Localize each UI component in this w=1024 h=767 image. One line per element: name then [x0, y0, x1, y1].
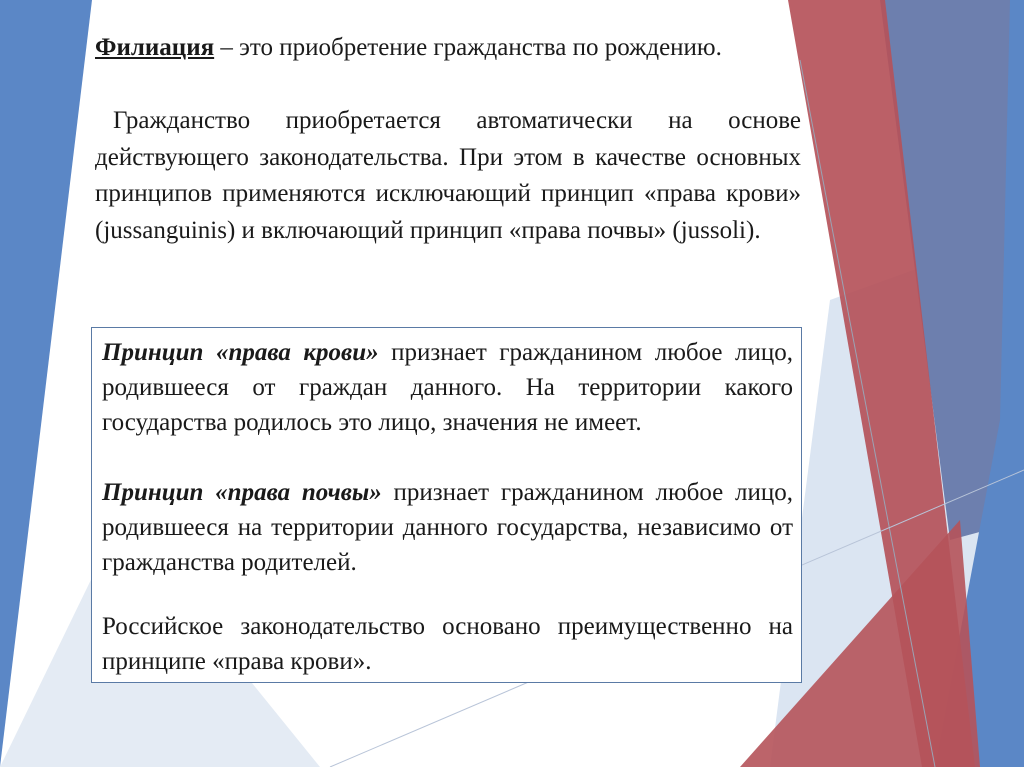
russian-law-paragraph: Российское законодательство основано преимущественно на принципе «права крови». [102, 613, 793, 675]
principles-box [91, 327, 802, 683]
blood-principle-text: признает гражданином любое лицо, родившееся от граждан данного. На территории какого государства родилось это лицо, значения не имеет. [102, 339, 793, 436]
soil-principle-paragraph [102, 475, 793, 580]
definition-paragraph [95, 30, 801, 67]
soil-principle-term: Принцип «права почвы» [102, 479, 382, 506]
soil-principle-text: признает гражданином любое лицо, родившееся на территории данного государства, независимо от гражданства родителей. [102, 479, 793, 576]
explanation-paragraph: Гражданство приобретается автоматически на основе действующего законодательства. При этом в качестве основных принципов применяются исключающий принцип «права крови» (jussanguinis) и включающий принцип «права почвы» (jussoli). [95, 107, 801, 244]
definition-term: Филиация [95, 34, 215, 61]
blood-principle-term: Принцип «права крови» [102, 339, 379, 366]
definition-text: – это приобретение гражданства по рождению. [214, 34, 722, 61]
blood-principle-paragraph [102, 335, 793, 440]
